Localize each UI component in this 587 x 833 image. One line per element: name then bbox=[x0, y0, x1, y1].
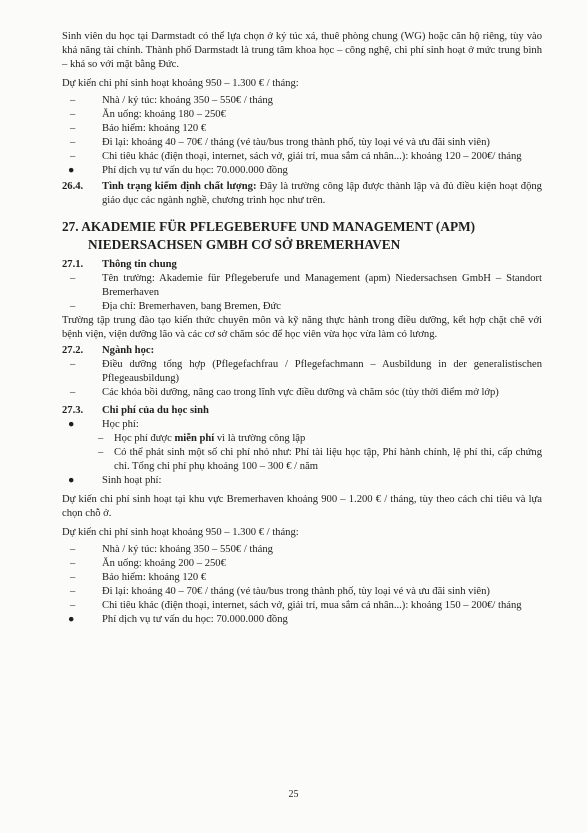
list-item: – Chi tiêu khác (điện thoại, internet, sách vở, giải trí, mua sắm cá nhân...): khoảng 150 – 200€/ tháng bbox=[70, 600, 522, 611]
tuition-extra-item: – Có thể phát sinh một số chi phí nhỏ như: Phí tài liệu học tập, Phí hành chính, lệ phí thi, cấp chứng chỉ. Tổng chi phí phụ khoảng 100 – 300 € / năm bbox=[98, 447, 542, 472]
document-page bbox=[62, 30, 542, 627]
cost-list-2 bbox=[62, 543, 542, 613]
cost-intro-1: Dự kiến chi phí sinh hoạt khoảng 950 – 1.300 € / tháng: bbox=[62, 78, 299, 89]
list-item: – Các khóa bồi dưỡng, nâng cao trong lĩnh vực điều dưỡng và chăm sóc (tùy thời điểm mở lớp) bbox=[70, 387, 499, 398]
living-paragraph: Dự kiến chi phí sinh hoạt tại khu vực Bremerhaven khoảng 900 – 1.200 € / tháng, tùy theo cách chi tiêu và lựa chọn chỗ ở. bbox=[62, 494, 542, 519]
section-27-3: 27.3. Chi phí của du học sinh bbox=[62, 405, 209, 416]
list-item: – Nhà / ký túc: khoảng 350 – 550€ / tháng bbox=[70, 544, 273, 555]
section-27-2: 27.2. Ngành học: bbox=[62, 345, 155, 356]
bullet-icon: ● bbox=[68, 165, 75, 176]
tuition-free-item: – Học phí được miễn phí vì là trường công lập bbox=[98, 433, 306, 444]
living-bullet: ● Sinh hoạt phí: bbox=[62, 474, 542, 488]
list-item: – Bảo hiểm: khoảng 120 € bbox=[70, 123, 207, 134]
section-27-1: 27.1. Thông tin chung bbox=[62, 259, 177, 270]
list-item: – Điều dưỡng tổng hợp (Pflegefachfrau / Pflegefachmann – Ausbildung in der generalistischen Pflegeausbildung) bbox=[70, 359, 542, 384]
list-item: – Nhà / ký túc: khoảng 350 – 550€ / tháng bbox=[70, 95, 273, 106]
section-26-4: 26.4. Tình trạng kiểm định chất lượng: Đây là trường công lập được thành lập và đủ điều kiện hoạt động giáo dục các ngành nghề, chương trình học như trên. bbox=[62, 181, 542, 206]
heading-27: 27. AKADEMIE FÜR PFLEGEBERUFE UND MANAGEMENT (APM) NIEDERSACHSEN GMBH CƠ SỞ BREMERHAVEN bbox=[62, 219, 476, 252]
bullet-icon: ● bbox=[68, 419, 75, 430]
cost-list-1 bbox=[62, 94, 542, 164]
bullet-icon: ● bbox=[68, 475, 75, 486]
list-item: – Tên trường: Akademie für Pflegeberufe und Management (apm) Niedersachsen GmbH – Standort Bremerhaven bbox=[70, 273, 542, 298]
major-list bbox=[62, 358, 542, 400]
bullet-icon: ● bbox=[68, 614, 75, 625]
list-item: – Ăn uống: khoảng 200 – 250€ bbox=[70, 558, 226, 569]
list-item: – Đi lại: khoảng 40 – 70€ / tháng (vé tàu/bus trong thành phố, tùy loại vé và ưu đãi sinh viên) bbox=[70, 586, 490, 597]
list-item: – Chi tiêu khác (điện thoại, internet, sách vở, giải trí, mua sắm cá nhân...): khoảng 120 – 200€/ tháng bbox=[70, 151, 522, 162]
list-item: – Ăn uống: khoảng 180 – 250€ bbox=[70, 109, 226, 120]
info-list bbox=[62, 272, 542, 314]
section-27-1-paragraph: Trường tập trung đào tạo kiến thức chuyên môn và kỹ năng thực hành trong điều dưỡng, kết hợp chặt chẽ với bệnh viện, viện dưỡng lão và các cơ sở chăm sóc để học viên vừa học vừa làm có lương. bbox=[62, 315, 542, 340]
consult-fee-2: ● Phí dịch vụ tư vấn du học: 70.000.000 đồng bbox=[62, 613, 542, 627]
intro-paragraph: Sinh viên du học tại Darmstadt có thể lựa chọn ở ký túc xá, thuê phòng chung (WG) hoặc căn hộ riêng, tùy vào khả năng tài chính. Thành phố Darmstadt là trung tâm khoa học – công nghệ, chi phí sinh hoạt ở mức trung bình – khá so với mặt bằng Đức. bbox=[62, 31, 542, 70]
page-number: 25 bbox=[288, 789, 299, 800]
list-item: – Bảo hiểm: khoảng 120 € bbox=[70, 572, 207, 583]
list-item: – Địa chỉ: Bremerhaven, bang Bremen, Đức bbox=[70, 301, 282, 312]
consult-fee-1: ● Phí dịch vụ tư vấn du học: 70.000.000 đồng bbox=[62, 164, 542, 178]
cost-intro-2: Dự kiến chi phí sinh hoạt khoảng 950 – 1.300 € / tháng: bbox=[62, 527, 299, 538]
list-item: – Đi lại: khoảng 40 – 70€ / tháng (vé tàu/bus trong thành phố, tùy loại vé và ưu đãi sinh viên) bbox=[70, 137, 490, 148]
tuition-bullet: ● Học phí: bbox=[62, 418, 542, 432]
